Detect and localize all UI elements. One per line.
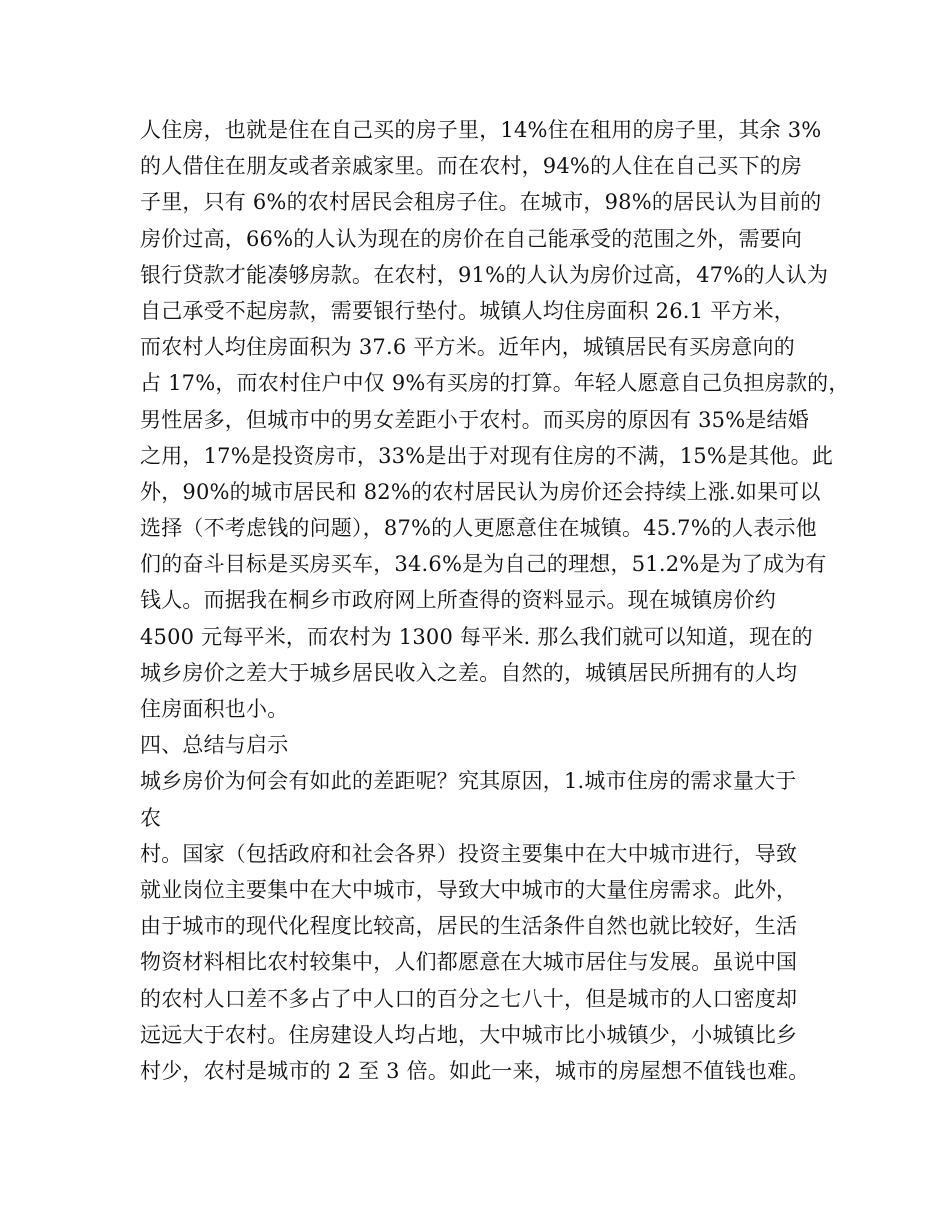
text-line: 的农村人口差不多占了中人口的百分之七八十，但是城市的人口密度却 <box>140 986 798 1011</box>
text-line: 占 17%，而农村住户中仅 9%有买房的打算。年轻人愿意自己负担房款的， <box>140 371 850 396</box>
text-line: 银行贷款才能凑够房款。在农村，91%的人认为房价过高，47%的人认为 <box>140 262 829 287</box>
text-line: 外，90%的城市居民和 82%的农村居民认为房价还会持续上涨.如果可以 <box>140 479 821 504</box>
text-line: 们的奋斗目标是买房买车，34.6%是为自己的理想，51.2%是为了成为有 <box>140 552 827 577</box>
text-line: 住房面积也小。 <box>140 697 289 721</box>
body-text <box>140 112 850 1089</box>
text-line: 城乡房价为何会有如此的差距呢？究其原因，1.城市住房的需求量大于 <box>140 769 797 794</box>
text-line: 村少，农村是城市的 2 至 3 倍。如此一来，城市的房屋想不值钱也难。 <box>140 1058 810 1083</box>
text-line: 农 <box>140 805 162 830</box>
text-line: 就业岗位主要集中在大中城市，导致大中城市的大量住房需求。此外， <box>140 877 798 902</box>
text-line: 4500 元每平米，而农村为 1300 每平米. 那么我们就可以知道，现在的 <box>140 624 813 649</box>
text-line: 人住房，也就是住在自己买的房子里，14%住在租用的房子里，其余 3% <box>140 118 822 142</box>
text-line: 之用，17%是投资房市，33%是出于对现有住房的不满，15%是其他。此 <box>140 443 834 468</box>
text-line: 村。国家（包括政府和社会各界）投资主要集中在大中城市进行，导致 <box>140 841 798 866</box>
text-line: 由于城市的现代化程度比较高，居民的生活条件自然也就比较好，生活 <box>140 914 798 939</box>
text-line: 选择（不考虑钱的问题），87%的人更愿意住在城镇。45.7%的人表示他 <box>140 516 817 541</box>
text-line: 钱人。而据我在桐乡市政府网上所查得的资料显示。现在城镇房价约 <box>140 588 776 613</box>
text-line: 自己承受不起房款，需要银行垫付。城镇人均住房面积 26.1 平方米， <box>140 298 795 323</box>
text-line: 而农村人均住房面积为 37.6 平方米。近年内，城镇居民有买房意向的 <box>140 335 795 360</box>
text-line: 的人借住在朋友或者亲戚家里。而在农村，94%的人住在自己买下的房 <box>140 154 803 179</box>
text-line: 子里，只有 6%的农村居民会租房子住。在城市，98%的居民认为目前的 <box>140 190 822 215</box>
text-line: 物资材料相比农村较集中，人们都愿意在大城市居住与发展。虽说中国 <box>140 950 798 975</box>
text-line: 城乡房价之差大于城乡居民收入之差。自然的，城镇居民所拥有的人均 <box>140 660 798 685</box>
text-line: 房价过高，66%的人认为现在的房价在自己能承受的范围之外，需要向 <box>140 226 803 251</box>
text-line: 男性居多，但城市中的男女差距小于农村。而买房的原因有 35%是结婚 <box>140 407 809 432</box>
text-line: 远远大于农村。住房建设人均占地，大中城市比小城镇少，小城镇比乡 <box>140 1022 798 1047</box>
section-heading: 四、总结与启示 <box>140 733 289 758</box>
